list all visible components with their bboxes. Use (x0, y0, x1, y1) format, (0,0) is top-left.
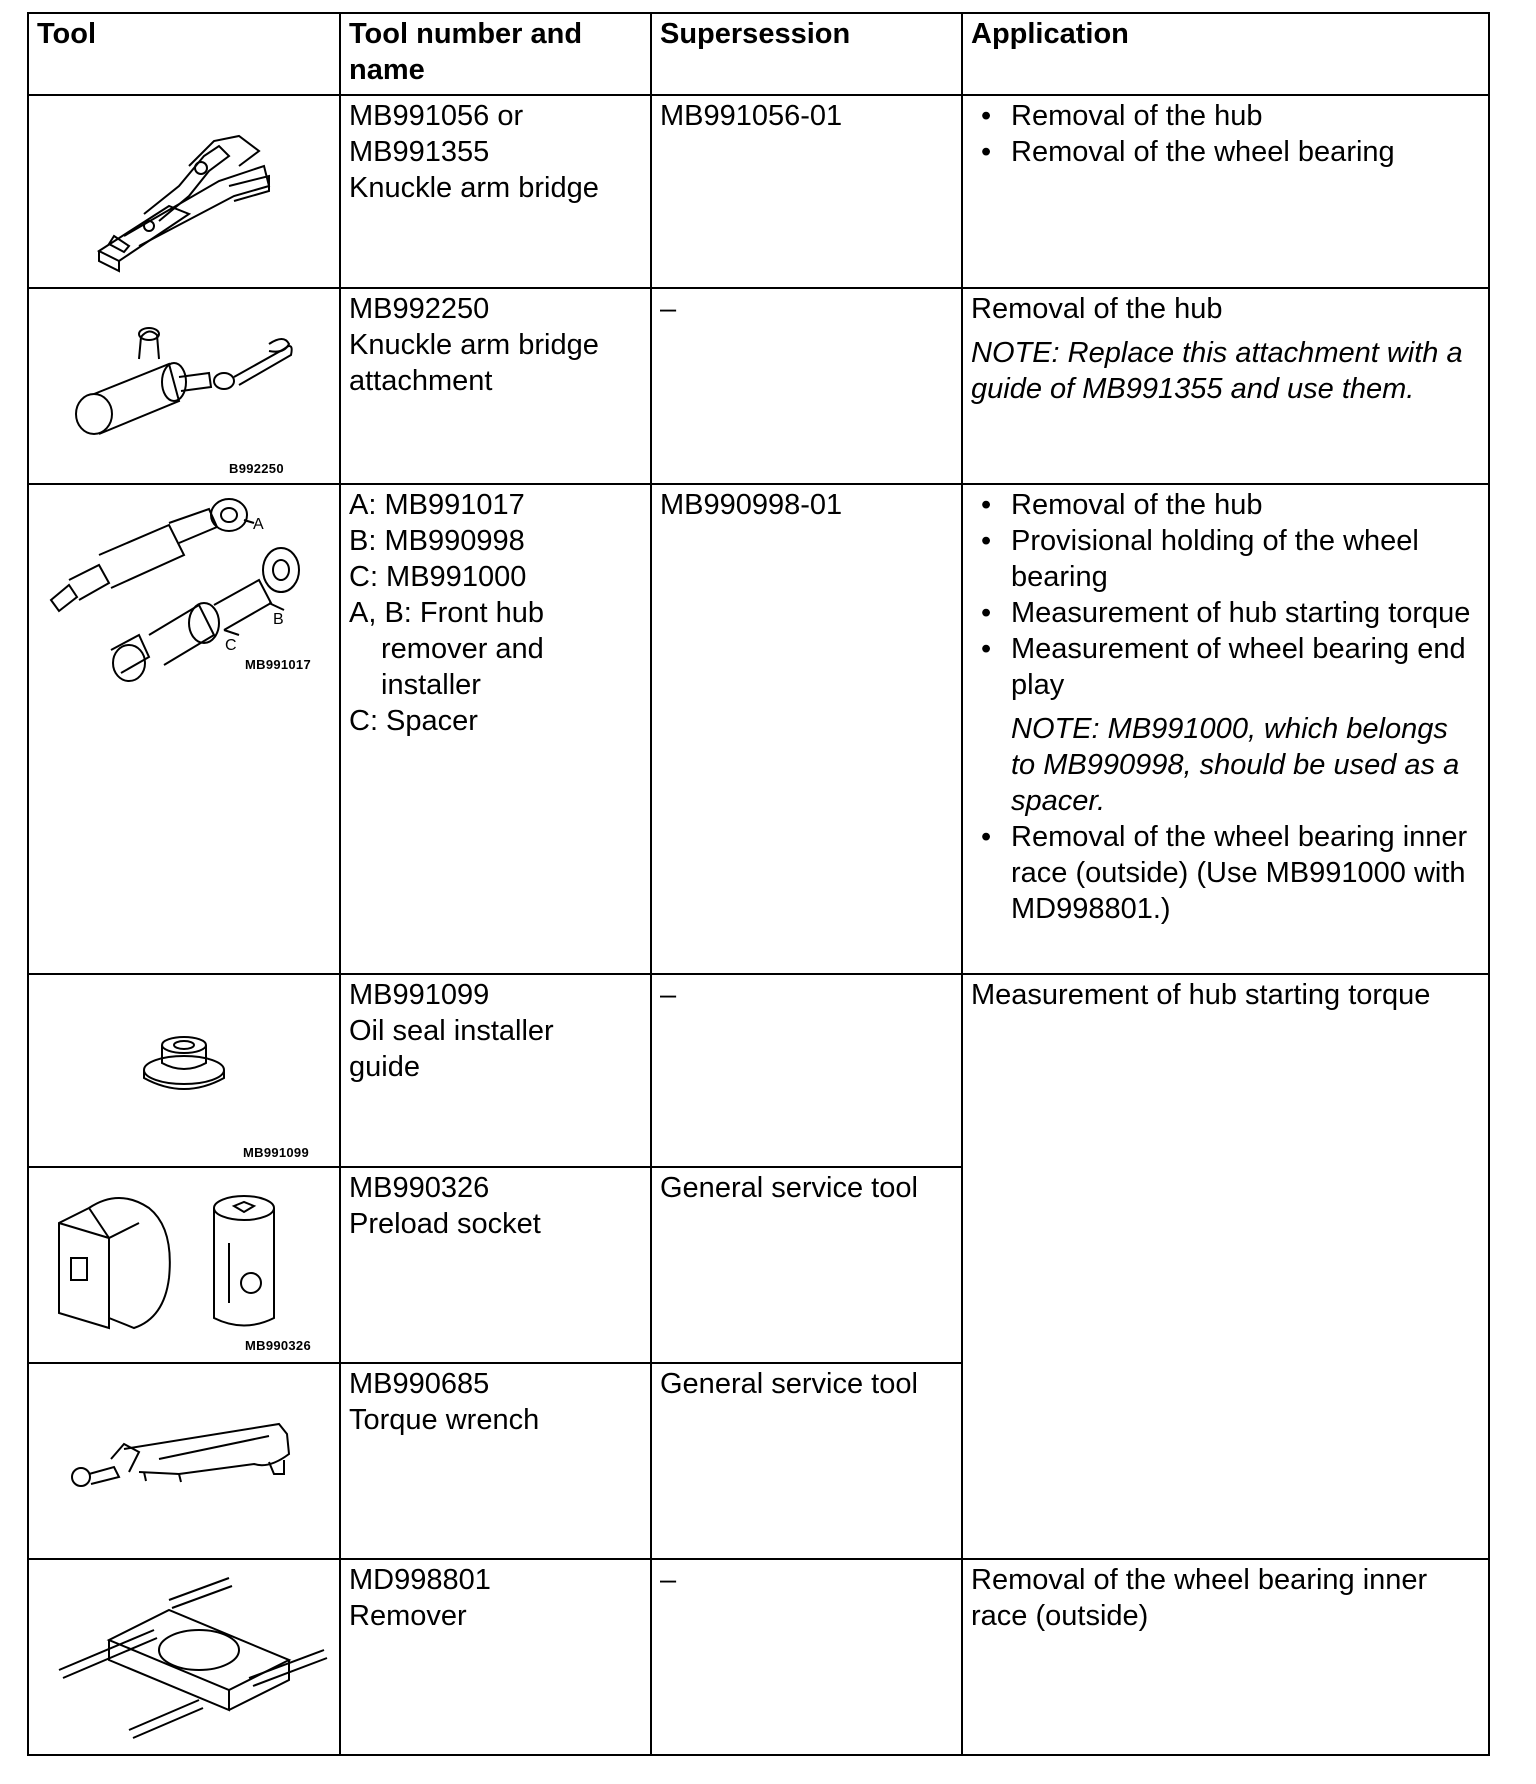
tool-number-line: MB991099 (349, 979, 490, 1011)
tool-name: Remover (349, 1600, 467, 1632)
tool-number-cell (340, 1363, 651, 1559)
application-bullet: • Removal of the wheel bearing (971, 134, 1480, 170)
application-cell (962, 484, 1489, 974)
callout-b: B (273, 611, 284, 628)
table-row (28, 1559, 1489, 1755)
tool-name: Knuckle arm bridge (349, 329, 599, 361)
table-row (28, 484, 1489, 974)
image-label: MB990326 (245, 1338, 311, 1353)
tool-image-cell (28, 95, 340, 288)
tool-name: C: Spacer (349, 705, 478, 737)
tool-image-cell (28, 974, 340, 1167)
header-tool-number: Tool number and name (340, 13, 651, 95)
table-row (28, 974, 1489, 1167)
application-bullet: • Provisional holding of the wheel bearing (971, 523, 1480, 595)
header-application: Application (962, 13, 1489, 95)
tool-number-line: MB990326 (349, 1172, 490, 1204)
tool-number-cell (340, 1559, 651, 1755)
tool-number-cell (340, 484, 651, 974)
supersession-cell: – (651, 288, 962, 484)
tool-name: Preload socket (349, 1208, 541, 1240)
torque-wrench-illustration (29, 1364, 339, 1559)
header-tool: Tool (28, 13, 340, 95)
tool-number-line: B: MB990998 (349, 525, 525, 557)
tool-number-line: MB990685 (349, 1368, 490, 1400)
application-note: NOTE: Replace this attachment with a guide of MB991355 and use them. (971, 337, 1463, 405)
image-label: MB991017 (245, 657, 311, 672)
special-tools-table (27, 12, 1490, 1756)
knuckle-arm-bridge-attachment-illustration (29, 289, 339, 484)
supersession-cell: – (651, 974, 962, 1167)
application-cell (962, 288, 1489, 484)
image-label: B992250 (229, 461, 284, 476)
tool-image-cell (28, 1167, 340, 1363)
image-label: MB991099 (243, 1145, 309, 1160)
tool-name: A, B: Front hub (349, 597, 545, 629)
header-supersession: Supersession (651, 13, 962, 95)
supersession-cell: General service tool (651, 1363, 962, 1559)
tool-number-cell (340, 95, 651, 288)
tool-number-line: A: MB991017 (349, 489, 525, 521)
tool-name: remover and (381, 633, 544, 665)
application-note: NOTE: MB991000, which belongs to MB990998, should be used as a spacer. (1011, 713, 1460, 817)
supersession-cell: MB991056-01 (651, 95, 962, 288)
tool-image-cell (28, 1559, 340, 1755)
application-cell: Removal of the wheel bearing inner race (outside) (962, 1559, 1489, 1755)
tool-number-cell (340, 288, 651, 484)
tool-name: installer (381, 669, 481, 701)
tool-number-line: MB991355 (349, 136, 490, 168)
tool-number-cell (340, 974, 651, 1167)
table-row (28, 95, 1489, 288)
tool-name: Oil seal installer (349, 1015, 554, 1047)
tool-name: guide (349, 1051, 420, 1083)
application-cell: Measurement of hub starting torque (962, 974, 1489, 1559)
supersession-cell: General service tool (651, 1167, 962, 1363)
remover-illustration (29, 1560, 339, 1755)
tool-image-cell (28, 1363, 340, 1559)
tool-number-line: MB992250 (349, 293, 490, 325)
tool-name: Torque wrench (349, 1404, 540, 1436)
tool-number-cell (340, 1167, 651, 1363)
callout-a: A (253, 516, 264, 533)
application-bullet: • Removal of the hub (971, 487, 1480, 523)
supersession-cell: MB990998-01 (651, 484, 962, 974)
tool-image-cell (28, 288, 340, 484)
application-bullet: • Removal of the hub (971, 98, 1480, 134)
application-bullet: • Removal of the wheel bearing inner race (outside) (Use MB991000 with MD998801.) (971, 819, 1480, 927)
front-hub-remover-installer-illustration (29, 485, 339, 725)
callout-c: C (225, 637, 237, 654)
header-row (28, 13, 1489, 95)
tool-name: Knuckle arm bridge (349, 172, 599, 204)
tool-image-cell (28, 484, 340, 974)
table-row (28, 288, 1489, 484)
application-cell (962, 95, 1489, 288)
tool-number-line: C: MB991000 (349, 561, 527, 593)
supersession-cell: – (651, 1559, 962, 1755)
tool-name: attachment (349, 365, 493, 397)
tool-number-line: MD998801 (349, 1564, 491, 1596)
application-text: Removal of the hub (971, 293, 1223, 325)
application-bullet: • Measurement of wheel bearing end play (971, 631, 1480, 703)
application-bullet: • Measurement of hub starting torque (971, 595, 1480, 631)
tool-number-line: MB991056 or (349, 100, 524, 132)
knuckle-arm-bridge-illustration (29, 96, 339, 288)
